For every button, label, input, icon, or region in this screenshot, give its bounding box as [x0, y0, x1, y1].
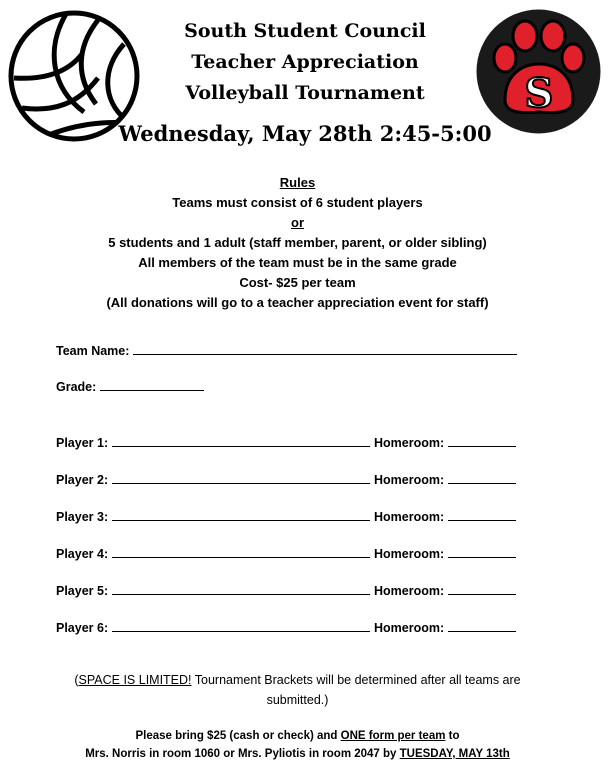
player-3-field[interactable] — [56, 508, 370, 524]
deadline-date: TUESDAY, MAY 13th — [399, 748, 510, 760]
player-1-field[interactable] — [56, 434, 370, 450]
player-label: Player 2: — [56, 473, 109, 487]
instructions-line-2 — [0, 745, 595, 763]
page-title — [110, 16, 500, 109]
instructions-text: Please bring $25 (cash or check) and — [135, 730, 341, 742]
player-name-line[interactable] — [112, 545, 370, 558]
note-text: Tournament Brackets will be determined after all teams are submitted.) — [191, 673, 521, 707]
player-label: Player 6: — [56, 621, 109, 635]
rules-heading: Rules — [279, 175, 316, 190]
rules-line: (All donations will go to a teacher appreciation event for staff) — [106, 295, 489, 310]
player-label: Player 1: — [56, 436, 109, 450]
homeroom-3-field[interactable] — [374, 508, 516, 524]
logo-letter: S — [524, 70, 554, 117]
homeroom-line[interactable] — [448, 619, 516, 632]
player-name-line[interactable] — [112, 471, 370, 484]
grade-label: Grade: — [56, 380, 97, 394]
player-4-field[interactable] — [56, 545, 370, 561]
title-line-1: South Student Council — [184, 20, 426, 42]
note-open-paren: ( — [74, 673, 79, 687]
player-name-line[interactable] — [112, 582, 370, 595]
player-name-line[interactable] — [112, 619, 370, 632]
grade-field[interactable] — [56, 378, 204, 394]
homeroom-label: Homeroom: — [374, 510, 445, 524]
homeroom-5-field[interactable] — [374, 582, 516, 598]
homeroom-label: Homeroom: — [374, 584, 445, 598]
player-label: Player 3: — [56, 510, 109, 524]
instructions-text: to — [445, 730, 460, 742]
event-date: Wednesday, May 28th 2:45-5:00 — [118, 121, 492, 146]
homeroom-2-field[interactable] — [374, 471, 516, 487]
homeroom-label: Homeroom: — [374, 547, 445, 561]
instructions-text: Mrs. Norris in room 1060 or Mrs. Pyliotis in room 2047 by — [85, 748, 400, 760]
rules-or: or — [291, 215, 304, 230]
space-limited-note — [60, 670, 535, 710]
homeroom-4-field[interactable] — [374, 545, 516, 561]
homeroom-line[interactable] — [448, 471, 516, 484]
homeroom-label: Homeroom: — [374, 473, 445, 487]
instructions-line-1 — [0, 727, 595, 745]
homeroom-line[interactable] — [448, 434, 516, 447]
team-name-line[interactable] — [133, 342, 517, 355]
rules-line: All members of the team must be in the same grade — [138, 255, 457, 270]
note-limited: SPACE IS LIMITED! — [78, 673, 192, 687]
team-name-field[interactable] — [56, 342, 517, 358]
player-2-field[interactable] — [56, 471, 370, 487]
player-6-field[interactable] — [56, 619, 370, 635]
player-name-line[interactable] — [112, 434, 370, 447]
rules-section — [0, 173, 595, 313]
homeroom-line[interactable] — [448, 545, 516, 558]
one-form-emphasis: ONE form per team — [340, 730, 446, 742]
player-label: Player 4: — [56, 547, 109, 561]
homeroom-label: Homeroom: — [374, 621, 445, 635]
player-5-field[interactable] — [56, 582, 370, 598]
player-name-line[interactable] — [112, 508, 370, 521]
homeroom-6-field[interactable] — [374, 619, 516, 635]
team-name-label: Team Name: — [56, 344, 130, 358]
player-label: Player 5: — [56, 584, 109, 598]
rules-line: 5 students and 1 adult (staff member, parent, or older sibling) — [108, 235, 487, 250]
rules-line: Cost- $25 per team — [239, 275, 356, 290]
grade-line[interactable] — [100, 378, 204, 391]
title-line-3: Volleyball Tournament — [185, 82, 425, 104]
homeroom-line[interactable] — [448, 582, 516, 595]
rules-line: Teams must consist of 6 student players — [172, 195, 423, 210]
homeroom-1-field[interactable] — [374, 434, 516, 450]
homeroom-line[interactable] — [448, 508, 516, 521]
submission-instructions — [0, 727, 595, 763]
homeroom-label: Homeroom: — [374, 436, 445, 450]
title-line-2: Teacher Appreciation — [191, 51, 419, 73]
